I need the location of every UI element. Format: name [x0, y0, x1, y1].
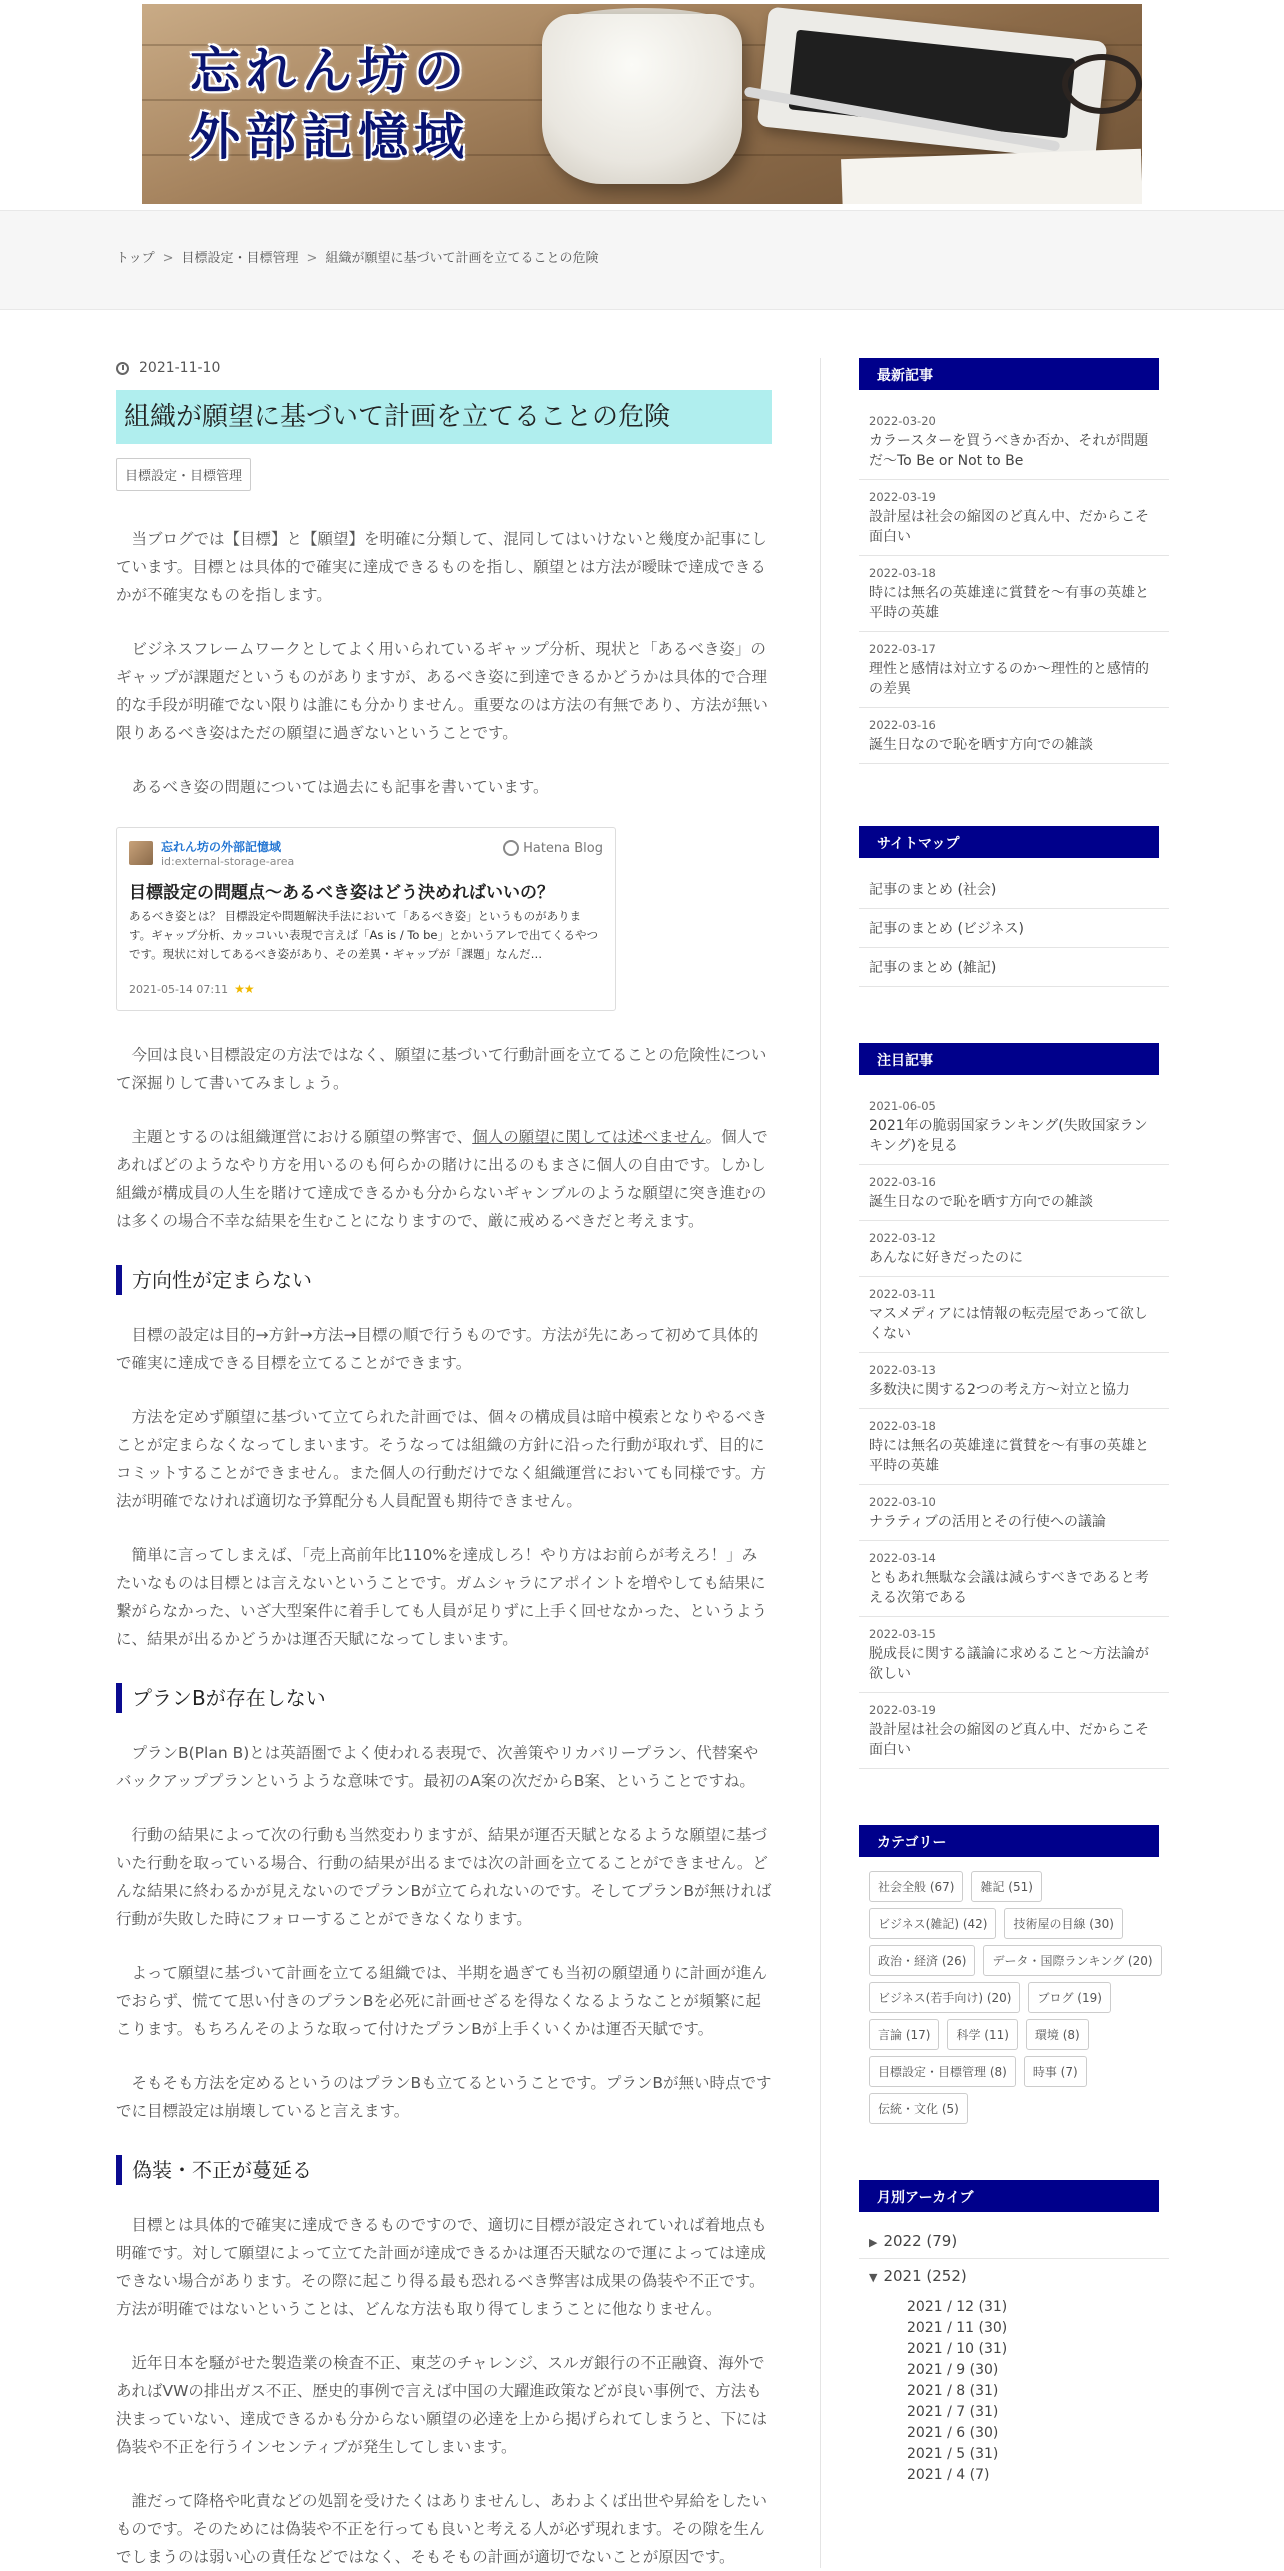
category-tag[interactable]: 社会全般 (67) [869, 1871, 963, 1902]
archive-months-2021 [859, 2293, 1169, 2486]
entry-date: 2022-03-19 [869, 1703, 936, 1717]
glasses [1062, 54, 1142, 114]
paragraph-text: 。個人であればどのようなやり方を用いるのも何らかの賭けに出るのもまさに個人の自由です。しかし組織が構成員の人生を賭けて達成できるかも分からないギャンブルのような願望に突き進むのは多くの場合不幸な結果を生むことになりますので、厳に戒めるべきだと考えます。 [116, 1128, 768, 1230]
entry-date: 2021-06-05 [869, 1099, 936, 1113]
archive-month-link[interactable]: 2021 / 6 (30) [907, 2425, 999, 2441]
category-tag[interactable]: 雑記 (51) [971, 1871, 1041, 1902]
header-banner-image[interactable] [142, 4, 1142, 204]
entry-date: 2022-03-20 [869, 414, 936, 428]
latest-entries-module [859, 358, 1169, 764]
entry-title[interactable]: 脱成長に関する議論に求めること～方法論が欲しい [869, 1646, 1149, 1682]
embed-site-id: id:external-storage-area [161, 855, 295, 868]
section-heading: 偽装・不正が蔓延る [116, 2155, 772, 2185]
collapse-toggle-icon[interactable]: ▼ [869, 2271, 878, 2284]
blog-title-line1: 忘れん坊の [190, 41, 470, 100]
category-tag[interactable]: 科学 (11) [947, 2019, 1017, 2050]
section-heading: プランBが存在しない [116, 1683, 772, 1713]
embed-excerpt: あるべき姿とは？ 目標設定や問題解決手法において「あるべき姿」というものがあります。ギャップ分析、カッコいい表現で言えば「As is / To be」とかいうアレで出てくるやつです。現状に対してあるべき姿があり、その差異・ギャップが「課題」なんだ… [129, 909, 599, 961]
category-tag[interactable]: ブログ (19) [1028, 1982, 1110, 2013]
entry-date: 2022-03-18 [869, 566, 936, 580]
paragraph: 誰だって降格や叱責などの処罰を受けたくはありませんし、あわよくば出世や昇給をしたいものです。そのためには偽装や不正を行っても良いと考える人が必ず現れます。その隙を生んでしまうのは弱い心の責任などではなく、そもそもの計画が適切でないことが原因です。 [116, 2492, 768, 2566]
paragraph: 行動の結果によって次の行動も当然変わりますが、結果が運否天賦となるような願望に基づいた行動を取っている場合、行動の結果が出るまでは次の計画を立てることができません。どんな結果に終わるかが見えないのでプランBが立てられないのです。そしてプランBが無ければ行動が失敗した時にフォローすることができなくなります。 [116, 1826, 772, 1928]
sidebar [820, 358, 1168, 2568]
list-item[interactable] [859, 1221, 1169, 1277]
entry-date: 2022-03-11 [869, 1287, 936, 1301]
archive-module [859, 2180, 1169, 2486]
category-tag[interactable]: 時事 (7) [1024, 2056, 1087, 2087]
paragraph: 方法を定めず願望に基づいて立てられた計画では、個々の構成員は暗中模索となりやるべきことが定まらなくなってしまいます。そうなっては組織の方針に沿った行動が取れず、目的にコミットすることができません。また個人の行動だけでなく組織運営においても同様です。方法が明確でなければ適切な予算配分も人員配置も期待できません。 [116, 1408, 768, 1510]
star-icon: ★★ [234, 982, 254, 996]
post-category-tag[interactable]: 目標設定・目標管理 [116, 458, 251, 491]
list-item[interactable] [859, 1617, 1169, 1693]
header [0, 0, 1284, 210]
archive-year-2022[interactable] [859, 2224, 1169, 2259]
entry-date: 2022-03-15 [869, 1627, 936, 1641]
post-date [116, 360, 772, 376]
list-item[interactable] [859, 1089, 1169, 1165]
list-item[interactable] [859, 404, 1169, 480]
module-title: カテゴリー [859, 1825, 1159, 1857]
entry-date: 2022-03-19 [869, 490, 936, 504]
category-tag[interactable]: 技術屋の目線 (30) [1004, 1908, 1122, 1939]
module-title: 注目記事 [859, 1043, 1159, 1075]
embed-site-name[interactable]: 忘れん坊の外部記憶域 [161, 840, 282, 854]
paragraph: 近年日本を騒がせた製造業の検査不正、東芝のチャレンジ、スルガ銀行の不正融資、海外であればVWの排出ガス不正、歴史的事例で言えば中国の大躍進政策などが良い事例で、方法も決まっていない、達成できるかも分からない願望の必達を上から掲げられてしまうと、下には偽装や不正を行うインセンティブが発生してしまいます。 [116, 2354, 768, 2456]
breadcrumb-separator: > [306, 251, 318, 266]
paragraph: あるべき姿の問題については過去にも記事を書いています。 [131, 778, 549, 796]
paragraph: よって願望に基づいて計画を立てる組織では、半期を過ぎても当初の願望通りに計画が進んでおらず、慌てて思い付きのプランBを必死に計画せざるを得なくなるようなことが頻繁に起こります。もちろんそのような取って付けたプランBが上手くいくかは運否天賦です。 [116, 1964, 768, 2038]
entry-title[interactable]: 2021年の脆弱国家ランキング(失敗国家ランキング)を見る [869, 1118, 1148, 1154]
hatena-icon [503, 840, 519, 856]
sitemap-link[interactable]: 記事のまとめ (社会) [859, 870, 1169, 909]
module-title: 月別アーカイブ [859, 2180, 1159, 2212]
entry-date: 2022-03-17 [869, 642, 936, 656]
list-item[interactable] [859, 1485, 1169, 1541]
list-item[interactable] [859, 1541, 1169, 1617]
expand-toggle-icon[interactable]: ▶ [869, 2236, 878, 2249]
page-title: 組織が願望に基づいて計画を立てることの危険 [116, 390, 772, 444]
list-item[interactable] [859, 1409, 1169, 1485]
category-tag[interactable]: 目標設定・目標管理 (8) [869, 2056, 1016, 2087]
module-title: 最新記事 [859, 358, 1159, 390]
archive-month-link[interactable]: 2021 / 10 (31) [907, 2341, 1008, 2357]
category-tag[interactable]: 言論 (17) [869, 2019, 939, 2050]
paragraph: 目標とは具体的で確実に達成できるものですので、適切に目標が設定されていれば着地点も明確です。対して願望によって立てた計画が達成できるかは運否天賦なので運によっては達成できない場合があります。その際に起こり得る最も恐れるべき弊害は成果の偽装や不正です。方法が明確ではないということは、どんな方法も取り得てしまうことに他なりません。 [116, 2216, 767, 2318]
archive-month-link[interactable]: 2021 / 7 (31) [907, 2404, 999, 2420]
entry-title[interactable]: 設計屋は社会の縮図のど真ん中、だからこそ面白い [869, 509, 1149, 545]
entry-title[interactable]: 時には無名の英雄達に賞賛を～有事の英雄と平時の英雄 [869, 1438, 1149, 1474]
entry-date: 2022-03-14 [869, 1551, 936, 1565]
list-item[interactable] [859, 632, 1169, 708]
hatena-label: Hatena Blog [523, 840, 603, 856]
paragraph: 目標の設定は目的→方針→方法→目標の順で行うものです。方法が先にあって初めて具体的で確実に達成できる目標を立てることができます。 [116, 1326, 759, 1372]
entry-date: 2022-03-16 [869, 718, 936, 732]
entry-date: 2022-03-10 [869, 1495, 936, 1509]
breadcrumb-separator: > [162, 251, 174, 266]
paragraph: 今回は良い目標設定の方法ではなく、願望に基づいて行動計画を立てることの危険性について深掘りして書いてみましょう。 [116, 1046, 767, 1092]
paragraph-text: 主題とするのは組織運営における願望の弊害で、 [131, 1128, 473, 1146]
archive-month-link[interactable]: 2021 / 8 (31) [907, 2383, 999, 2399]
entry-title[interactable]: 理性と感情は対立するのか～理性的と感情的の差異 [869, 661, 1149, 697]
entry-title[interactable]: ナラティブの活用とその行使への議論 [869, 1514, 1106, 1530]
category-tag[interactable]: ビジネス(雑記) (42) [869, 1908, 996, 1939]
category-tag-list [859, 1871, 1169, 2124]
sitemap-link[interactable]: 記事のまとめ (雑記) [859, 948, 1169, 987]
paragraph [116, 1123, 772, 1235]
paragraph: 簡単に言ってしまえば、「売上高前年比110%を達成しろ！やり方はお前らが考えろ！」みたいなものは目標とは言えないということです。ガムシャラにアポイントを増やしても結果に繋がらなかった、いざ大型案件に着手しても人員が足りずに上手く回せなかった、というように、結果が出るかどうかは運否天賦になってしまいます。 [116, 1546, 768, 1648]
archive-list [859, 2224, 1169, 2486]
entry-title[interactable]: カラースターを買うべきか否か、それが問題だ～To Be or Not to Be [869, 433, 1149, 469]
clock-icon [116, 362, 129, 375]
entry-date: 2022-03-18 [869, 1419, 936, 1433]
inline-link[interactable]: 個人の願望に関しては述べません [472, 1128, 706, 1146]
featured-entries-module [859, 1043, 1169, 1769]
archive-year-label[interactable]: 2021 (252) [883, 2267, 967, 2285]
entry-date: 2022-03-12 [869, 1231, 936, 1245]
embed-date: 2021-05-14 07:11 [129, 982, 229, 996]
paper [841, 149, 1142, 204]
entry-title[interactable]: マスメディアには情報の転売屋であって欲しくない [869, 1306, 1148, 1342]
list-item[interactable] [859, 1353, 1169, 1409]
categories-module [859, 1825, 1169, 2124]
archive-month-link[interactable]: 2021 / 9 (30) [907, 2362, 999, 2378]
entry-title[interactable]: 多数決に関する2つの考え方～対立と協力 [869, 1382, 1130, 1398]
archive-year-2021[interactable] [859, 2259, 1169, 2293]
list-item[interactable] [859, 1277, 1169, 1353]
category-tag[interactable]: データ・国際ランキング (20) [983, 1945, 1161, 1976]
breadcrumb [116, 247, 598, 266]
latest-entries-list [859, 404, 1169, 764]
blog-title-line2: 外部記憶域 [190, 107, 470, 166]
blog-title[interactable] [190, 38, 470, 170]
list-item[interactable] [859, 1165, 1169, 1221]
sitemap-module [859, 826, 1169, 987]
list-item[interactable] [859, 708, 1169, 764]
coffee-cup [542, 14, 742, 184]
embed-title[interactable]: 目標設定の問題点～あるべき姿はどう決めればいいの？ [129, 883, 554, 903]
paragraph: ビジネスフレームワークとしてよく用いられているギャップ分析、現状と「あるべき姿」のギャップが課題だというものがありますが、あるべき姿に到達できるかどうかは具体的で合理的な手段が明確でない限りは誰にも分かりません。重要なのは方法の有無であり、方法が無い限りあるべき姿はただの願望に過ぎないということです。 [116, 640, 768, 742]
entry-title[interactable]: ともあれ無駄な会議は減らすべきであると考える次第である [869, 1570, 1149, 1606]
archive-month-link[interactable]: 2021 / 4 (7) [907, 2467, 990, 2483]
list-item[interactable] [859, 1693, 1169, 1769]
category-tag[interactable]: 伝統・文化 (5) [869, 2093, 968, 2124]
module-title: サイトマップ [859, 826, 1159, 858]
post-date-text: 2021-11-10 [139, 360, 221, 376]
blog-card-embed[interactable] [116, 827, 616, 1011]
entry-title[interactable]: 時には無名の英雄達に賞賛を～有事の英雄と平時の英雄 [869, 585, 1149, 621]
entry-title[interactable]: 誕生日なので恥を晒す方向での雑談 [869, 1194, 1093, 1210]
list-item[interactable] [859, 480, 1169, 556]
entry-date: 2022-03-13 [869, 1363, 936, 1377]
breadcrumb-category[interactable]: 目標設定・目標管理 [181, 251, 299, 266]
archive-month-link[interactable]: 2021 / 11 (30) [907, 2320, 1008, 2336]
archive-month-link[interactable]: 2021 / 12 (31) [907, 2299, 1008, 2315]
archive-year-label[interactable]: 2022 (79) [883, 2232, 958, 2250]
category-tag[interactable]: 政治・経済 (26) [869, 1945, 975, 1976]
breadcrumb-home[interactable]: トップ [116, 251, 155, 266]
archive-month-link[interactable]: 2021 / 5 (31) [907, 2446, 999, 2462]
section-heading: 方向性が定まらない [116, 1265, 772, 1295]
entry-title[interactable]: あんなに好きだったのに [869, 1250, 1023, 1266]
hatena-blog-logo[interactable] [503, 840, 603, 856]
paragraph: そもそも方法を定めるというのはプランBも立てるということです。プランBが無い時点ですでに目標設定は崩壊していると言えます。 [116, 2074, 772, 2120]
entry-date: 2022-03-16 [869, 1175, 936, 1189]
sitemap-list [859, 870, 1169, 987]
entry-title[interactable]: 誕生日なので恥を晒す方向での雑談 [869, 737, 1093, 753]
category-tag[interactable]: ビジネス(若手向け) (20) [869, 1982, 1020, 2013]
paragraph: プランB(Plan B)とは英語圏でよく使われる表現で、次善策やリカバリープラン、代替案やバックアッププランというような意味です。最初のA案の次だからB案、ということですね。 [116, 1744, 759, 1790]
paragraph: 当ブログでは【目標】と【願望】を明確に分類して、混同してはいけないと幾度か記事にしています。目標とは具体的で確実に達成できるものを指し、願望とは方法が曖昧で達成できるかが不確実なものを指します。 [116, 530, 767, 604]
site-favicon-icon [129, 841, 153, 865]
breadcrumb-bar [0, 210, 1284, 310]
category-tag[interactable]: 環境 (8) [1026, 2019, 1089, 2050]
list-item[interactable] [859, 556, 1169, 632]
entry-title[interactable]: 設計屋は社会の縮図のど真ん中、だからこそ面白い [869, 1722, 1149, 1758]
sitemap-link[interactable]: 記事のまとめ (ビジネス) [859, 909, 1169, 948]
featured-entries-list [859, 1089, 1169, 1769]
article [116, 360, 772, 2571]
embed-date-row [129, 982, 254, 996]
breadcrumb-current: 組織が願望に基づいて計画を立てることの危険 [325, 251, 599, 266]
